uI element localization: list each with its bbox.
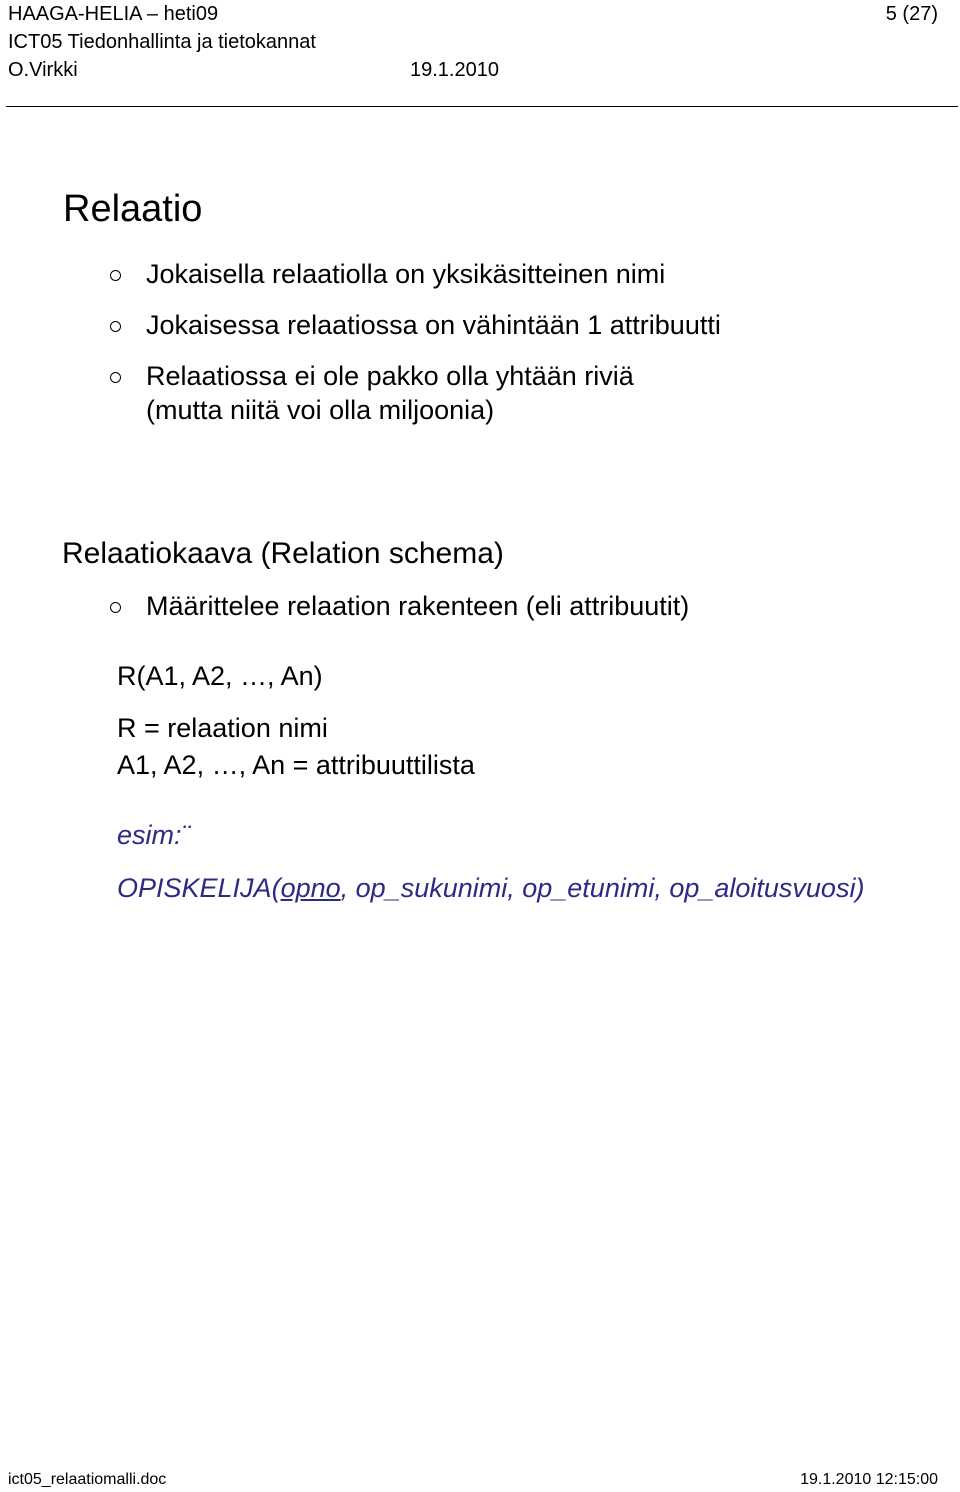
bullet-item-3: Relaatiossa ei ole pakko olla yhtään riviä (146, 361, 634, 391)
header-left-line2: ICT05 Tiedonhallinta ja tietokannat (8, 31, 316, 53)
header-page-number: 5 (27) (885, 3, 938, 25)
bullet-dot-icon (110, 372, 121, 383)
footer-timestamp: 19.1.2010 12:15:00 (800, 1471, 938, 1488)
bullet-item-3-continuation: (mutta niitä voi olla miljoonia) (146, 395, 495, 425)
section-title-relaatiokaava: Relaatiokaava (Relation schema) (62, 537, 504, 570)
header-left-line1: HAAGA-HELIA – heti09 (8, 3, 219, 25)
section-title-relaatio: Relaatio (63, 188, 203, 230)
example-relation-prefix: OPISKELIJA( (117, 873, 281, 903)
header-author: O.Virkki (8, 59, 78, 81)
example-attributes: , op_sukunimi, op_etunimi, op_aloitusvuosi) (340, 873, 865, 903)
header-date: 19.1.2010 (410, 59, 499, 81)
bullet-dot-icon (110, 270, 121, 281)
example-primary-key: opno (280, 873, 341, 903)
example-label: esim:¨ (117, 820, 191, 850)
definition-relation-name: R = relaation nimi (117, 713, 328, 743)
header-divider (6, 106, 958, 107)
definition-attribute-list: A1, A2, …, An = attribuuttilista (117, 750, 475, 780)
schema-notation: R(A1, A2, …, An) (117, 661, 323, 691)
bullet-item-2: Jokaisessa relaatiossa on vähintään 1 attribuutti (146, 310, 721, 340)
bullet-dot-icon (110, 321, 121, 332)
bullet-item-1: Jokaisella relaatiolla on yksikäsitteinen nimi (146, 259, 666, 289)
schema-bullet-item: Määrittelee relaation rakenteen (eli attribuutit) (146, 591, 690, 621)
footer-filename: ict05_relaatiomalli.doc (8, 1471, 167, 1488)
bullet-dot-icon (110, 602, 121, 613)
example-schema (117, 871, 864, 905)
